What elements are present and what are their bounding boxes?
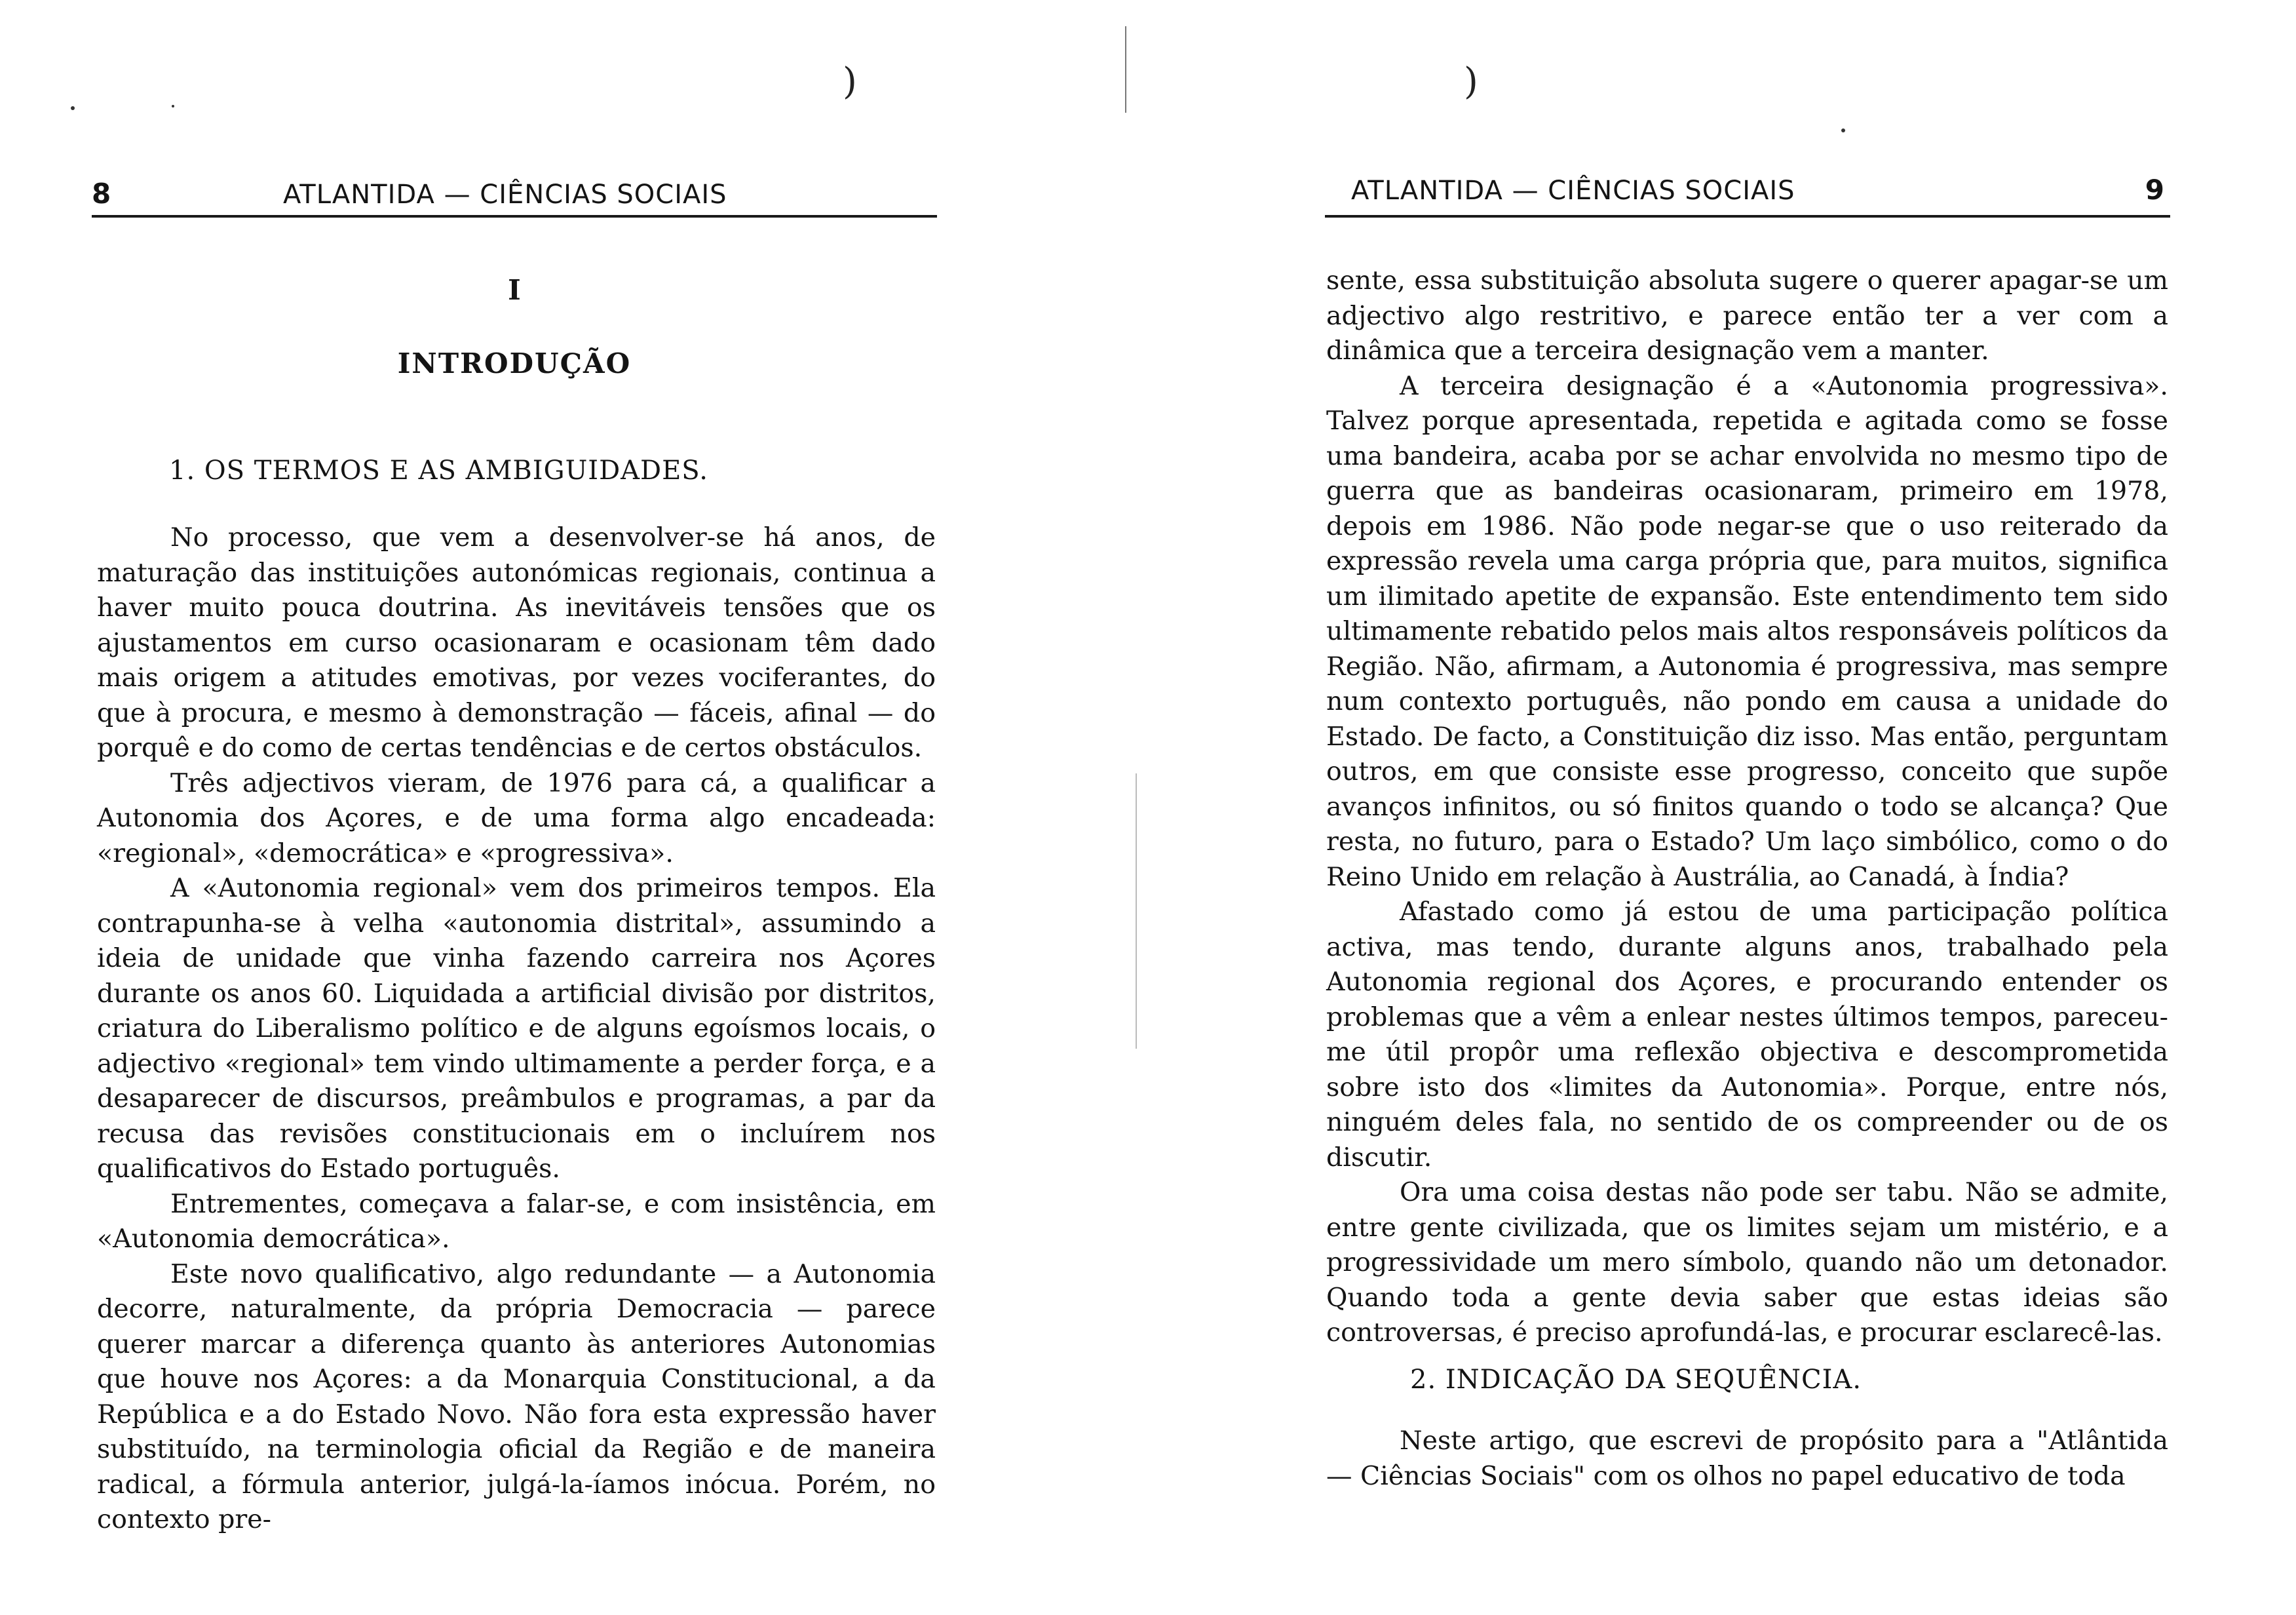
paragraph: sente, essa substituição absoluta sugere o querer apagar-se um adjectivo algo restritivo, e parece então ter a ver com a dinâmica que a terceira designação vem a manter. [1326, 265, 2168, 366]
running-head: ATLANTIDA — CIÊNCIAS SOCIAIS [1351, 176, 1795, 206]
body-text [1326, 1424, 2168, 1494]
chapter-title: INTRODUÇÃO [397, 347, 632, 379]
speck [71, 106, 75, 110]
page-number: 8 [92, 178, 112, 210]
speck [1841, 128, 1845, 132]
section-title: 2. INDICAÇÃO DA SEQUÊNCIA. [1410, 1365, 1862, 1395]
paragraph: Neste artigo, que escrevi de propósito para a "Atlântida — Ciências Sociais" com os olhos no papel educativo de toda [1326, 1426, 2168, 1491]
running-head: ATLANTIDA — CIÊNCIAS SOCIAIS [283, 180, 727, 210]
page-header [1325, 176, 2170, 218]
gutter-line [1136, 773, 1137, 1049]
body-text [1326, 263, 2168, 1351]
paragraph: A «Autonomia regional» vem dos primeiros tempos. Ela contrapunha-se à velha «autonomia distrital», assumindo a ideia de unidade que vinha fazendo carreira nos Açores durante os anos 60. Liquidada a artificial divisão por distritos, criatura do Liberalismo político e de alguns egoísmos locais, o adjectivo «regional» tem vindo ultimamente a perder força, e a desaparecer de discursos, preâmbulos e programas, a par da recusa das revisões constitucionais em o incluírem nos qualificativos do Estado português. [97, 873, 936, 1184]
paragraph: A terceira designação é a «Autonomia progressiva». Talvez porque apresentada, repetida e agitada como se fosse uma bandeira, acaba por se achar envolvida no mesmo tipo de guerra que as bandeiras ocasionaram, primeiro em 1978, depois em 1986. Não pode negar-se que o uso reiterado da expressão revela uma carga própria que, para muitos, significa um ilimitado apetite de expansão. Este entendimento tem sido ultimamente rebatido pelos mais altos responsáveis políticos da Região. Não, afirmam, a Autonomia é progressiva, mas sempre num contexto português, não pondo em causa a unidade do Estado. De facto, a Constituição diz isso. Mas então, perguntam outros, em que consiste esse progresso, conceito que supõe avanços infinitos, ou só finitos quando o todo se alcança? Que resta, no futuro, para o Estado? Um laço simbólico, como o do Reino Unido em relação à Austrália, ao Canadá, à Índia? [1326, 370, 2168, 892]
gutter-line [1125, 26, 1126, 113]
stray-mark: ) [843, 60, 857, 103]
section-title: 1. OS TERMOS E AS AMBIGUIDADES. [169, 456, 708, 486]
paragraph: No processo, que vem a desenvolver-se há anos, de maturação das instituições autonómicas regionais, continua a haver muito pouca doutrina. As inevitáveis tensões que os ajustamentos em curso ocasionaram e ocasionam têm dado mais origem a atitudes emotivas, por vezes vociferantes, do que à procura, e mesmo à demonstração — fáceis, afinal — do porquê e do como de certas tendências e de certos obstáculos. [97, 522, 936, 763]
right-page [1148, 0, 2296, 1615]
paragraph: Ora uma coisa destas não pode ser tabu. Não se admite, entre gente civilizada, que os limites sejam um mistério, e a progressividade um mero símbolo, quando não um detonador. Quando toda a gente devia saber que estas ideias são controversas, é preciso aprofundá-las, e procurar esclarecê-las. [1326, 1177, 2168, 1348]
page-header [92, 176, 937, 218]
paragraph: Este novo qualificativo, algo redundante — a Autonomia decorre, naturalmente, da própria Democracia — parece querer marcar a diferença quanto às anteriores Autonomias que houve nos Açores: a da Monarquia Constitucional, a da República e a do Estado Novo. Não fora esta expressão haver substituído, na terminologia oficial da Região e de maneira radical, a fórmula anterior, julgá-la-íamos inócua. Porém, no contexto pre- [97, 1258, 936, 1534]
chapter-number: I [508, 274, 521, 306]
stray-mark: ) [1464, 60, 1478, 103]
body-text [97, 520, 936, 1538]
paragraph: Três adjectivos vieram, de 1976 para cá, a qualificar a Autonomia dos Açores, e de uma forma algo encadeada: «regional», «democrática» e «progressiva». [97, 768, 936, 868]
paragraph: Afastado como já estou de uma participação política activa, mas tendo, durante alguns anos, trabalhado pela Autonomia regional dos Açores, e procurando entender os problemas que a vêm a enlear nestes últimos tempos, pareceu-me útil propôr uma reflexão objectiva e descomprometida sobre isto dos «limites da Autonomia». Porque, entre nós, ninguém deles fala, no sentido de os compreender ou de os discutir. [1326, 897, 2168, 1173]
speck [172, 105, 174, 107]
page-number: 9 [2145, 174, 2165, 206]
paragraph: Entrementes, começava a falar-se, e com insistência, em «Autonomia democrática». [97, 1188, 936, 1254]
